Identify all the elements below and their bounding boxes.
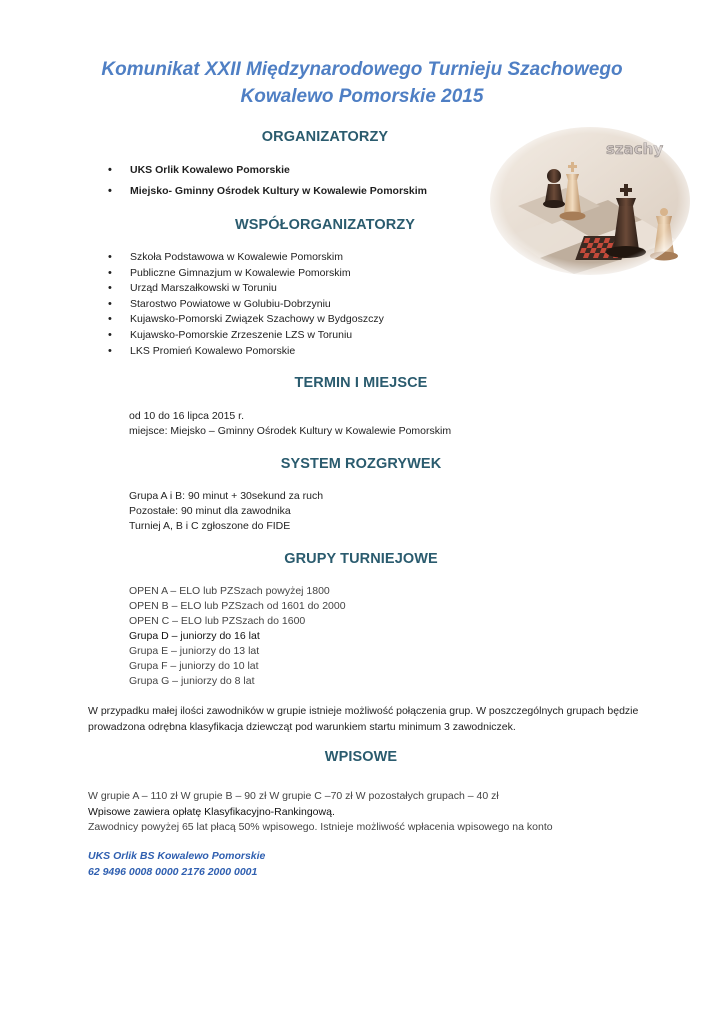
system-line: Grupa A i B: 90 minut + 30sekund za ruch [129, 490, 324, 502]
group-line: OPEN B – ELO lub PZSzach od 1601 do 2000 [129, 600, 346, 612]
system-heading: SYSTEM ROZGRYWEK [280, 456, 442, 472]
system-line: Pozostałe: 90 minut dla zawodnika [129, 505, 291, 517]
bank-account: 62 9496 0008 0000 2176 2000 0001 [88, 866, 258, 878]
group-line: Grupa G – juniorzy do 8 lat [129, 675, 255, 687]
fees-line: Wpisowe zawiera opłatę Klasyfikacyjno-Rankingową. [88, 805, 335, 818]
page-title [60, 56, 664, 110]
groups-note: W przypadku małej ilości zawodników w grupie istnieje możliwość połączenia grup. W poszczególnych grupach będzie prowadzona odrębna klasyfikacja dziewcząt pod warunkiem startu minimum 3 zawodniczek. [88, 705, 639, 733]
fees-line: W grupie A – 110 zł W grupie B – 90 zł W grupie C –70 zł W pozostałych grupach – 40 zł [88, 790, 499, 802]
list-item: • Publiczne Gimnazjum w Kowalewie Pomorskim [108, 266, 384, 282]
list-item: • Kujawsko-Pomorski Związek Szachowy w Bydgoszczy [108, 312, 384, 328]
list-item: • Miejsko- Gminny Ośrodek Kultury w Kowalewie Pomorskim [108, 184, 427, 200]
term-dates: od 10 do 16 lipca 2015 r. [129, 410, 245, 422]
term-block [129, 409, 451, 439]
bank-info [88, 848, 265, 880]
group-line: OPEN A – ELO lub PZSzach powyżej 1800 [129, 585, 330, 597]
fees-line: Zawodnicy powyżej 65 lat płacą 50% wpisowego. Istnieje możliwość wpłacenia wpisowego na konto [88, 821, 553, 833]
term-heading: TERMIN I MIEJSCE [294, 375, 428, 391]
bank-name: UKS Orlik BS Kowalewo Pomorskie [88, 850, 266, 862]
fees-heading: WPISOWE [324, 749, 398, 765]
list-item: • Kujawsko-Pomorskie Zrzeszenie LZS w Toruniu [108, 328, 384, 344]
title-line-1: Komunikat XXII Międzynarodowego Turnieju Szachowego [101, 59, 623, 80]
organizers-list [108, 163, 427, 199]
system-line: Turniej A, B i C zgłoszone do FIDE [129, 520, 291, 532]
group-line: Grupa D – juniorzy do 16 lat [129, 630, 260, 642]
co-organizers-heading: WSPÓŁORGANIZATORZY [234, 217, 416, 233]
title-line-2: Kowalewo Pomorskie 2015 [240, 86, 484, 107]
system-block [129, 489, 323, 534]
list-item: • LKS Promień Kowalewo Pomorskie [108, 344, 384, 360]
co-organizers-list [108, 250, 384, 359]
list-item: • Urząd Marszałkowski w Toruniu [108, 281, 384, 297]
list-item: • Starostwo Powiatowe w Golubiu-Dobrzyniu [108, 297, 384, 313]
group-line: OPEN C – ELO lub PZSzach do 1600 [129, 615, 306, 627]
term-place: miejsce: Miejsko – Gminny Ośrodek Kultury w Kowalewie Pomorskim [129, 425, 452, 437]
organizers-heading: ORGANIZATORZY [261, 129, 389, 145]
groups-heading: GRUPY TURNIEJOWE [284, 551, 438, 567]
list-item: • UKS Orlik Kowalewo Pomorskie [108, 163, 427, 179]
groups-block [129, 584, 346, 689]
group-line: Grupa F – juniorzy do 10 lat [129, 660, 259, 672]
fees-block [88, 789, 648, 836]
list-item: • Szkoła Podstawowa w Kowalewie Pomorskim [108, 250, 384, 266]
group-line: Grupa E – juniorzy do 13 lat [129, 645, 260, 657]
chess-pieces-illustration [488, 126, 692, 276]
